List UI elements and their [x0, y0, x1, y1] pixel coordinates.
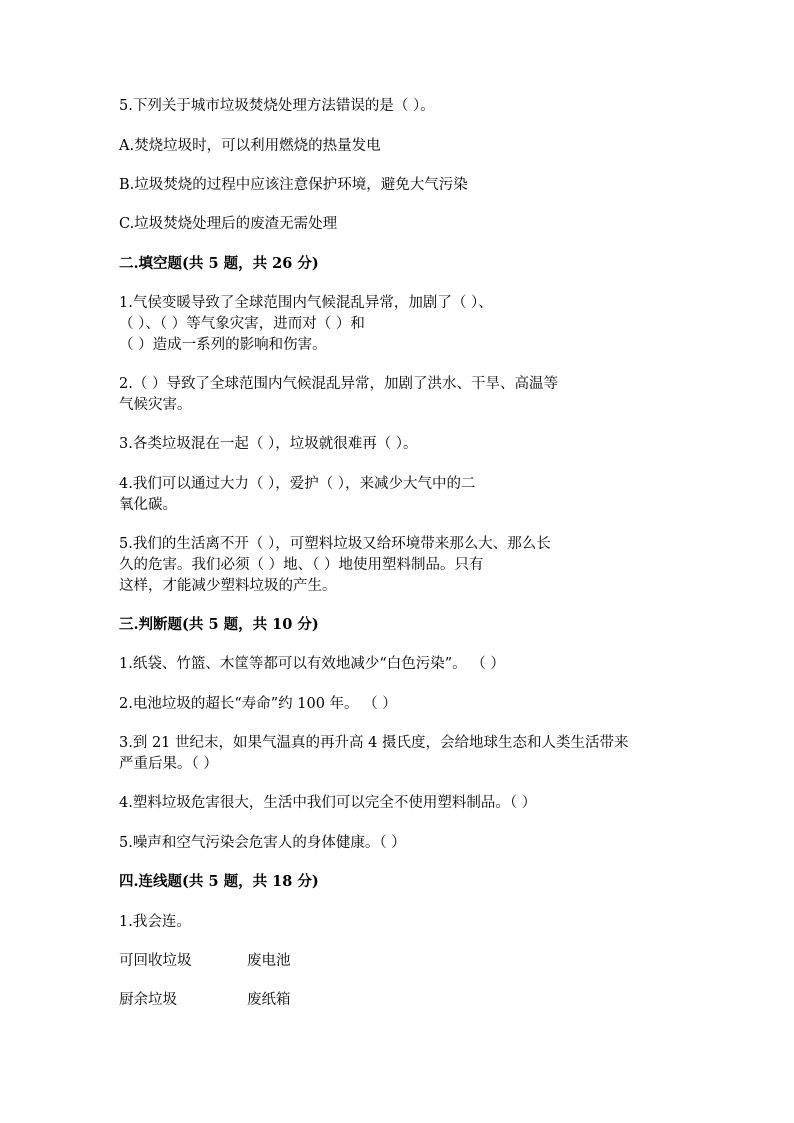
judge-q4: 4.塑料垃圾危害很大，生活中我们可以完全不使用塑料制品。（ ）: [119, 795, 537, 811]
judge-q3-line2: 严重后果。（ ）: [119, 756, 218, 772]
fill-q5-line3: 这样，才能减少塑料垃圾的产生。: [119, 578, 337, 594]
match-row: [119, 951, 291, 971]
fill-q4-line1: 4.我们可以通过大力（ ），爱护（ ），来减少大气中的二: [119, 476, 476, 492]
match-right-item: 废纸箱: [247, 992, 291, 1008]
judge-q1: 1.纸袋、竹篮、木筐等都可以有效地减少“白色污染”。 （ ）: [119, 656, 505, 672]
section-3-title: 三.判断题(共 5 题，共 10 分): [119, 616, 319, 633]
match-left-item: 厨余垃圾: [119, 992, 177, 1008]
match-right-item: 废电池: [247, 953, 291, 969]
fill-q5-line1: 5.我们的生活离不开（ ），可塑料垃圾又给环境带来那么大、那么长: [119, 536, 551, 552]
fill-q4-line2: 氧化碳。: [119, 497, 177, 513]
section-2-title: 二.填空题(共 5 题，共 26 分): [119, 255, 319, 272]
fill-q5-line2: 久的危害。我们必须（ ）地、（ ）地使用塑料制品。只有: [119, 557, 484, 573]
fill-q1-line3: （ ）造成一系列的影响和伤害。: [119, 337, 327, 353]
fill-q2-line2: 气候灾害。: [119, 397, 192, 413]
mc-question-5-stem: 5.下列关于城市垃圾焚烧处理方法错误的是（ ）。: [119, 98, 435, 114]
section-4-title: 四.连线题(共 5 题，共 18 分): [119, 873, 319, 890]
fill-q3: 3.各类垃圾混在一起（ ），垃圾就很难再（ ）。: [119, 436, 418, 452]
judge-q2: 2.电池垃圾的超长“寿命”约 100 年。 （ ）: [119, 696, 397, 712]
match-left-item: 可回收垃圾: [119, 953, 192, 969]
fill-q1-line1: 1.气侯变暖导致了全球范围内气候混乱异常，加剧了（ ）、: [119, 295, 493, 311]
match-q1: 1.我会连。: [119, 914, 191, 930]
judge-q3-line1: 3.到 21 世纪末，如果气温真的再升高 4 摄氏度，会给地球生态和人类生活带来: [119, 735, 629, 751]
judge-q5: 5.噪声和空气污染会危害人的身体健康。（ ）: [119, 835, 406, 851]
mc-option-a: A.焚烧垃圾时，可以利用燃烧的热量发电: [119, 138, 381, 154]
fill-q2-line1: 2.（ ）导致了全球范围内气候混乱异常，加剧了洪水、干旱、高温等: [119, 376, 558, 392]
match-row: [119, 990, 291, 1010]
mc-option-b: B.垃圾焚烧的过程中应该注意保护环境，避免大气污染: [119, 177, 468, 193]
fill-q1-line2: （ ）、（ ）等气象灾害，进而对（ ）和: [119, 316, 365, 332]
mc-option-c: C.垃圾焚烧处理后的废渣无需处理: [119, 216, 338, 232]
